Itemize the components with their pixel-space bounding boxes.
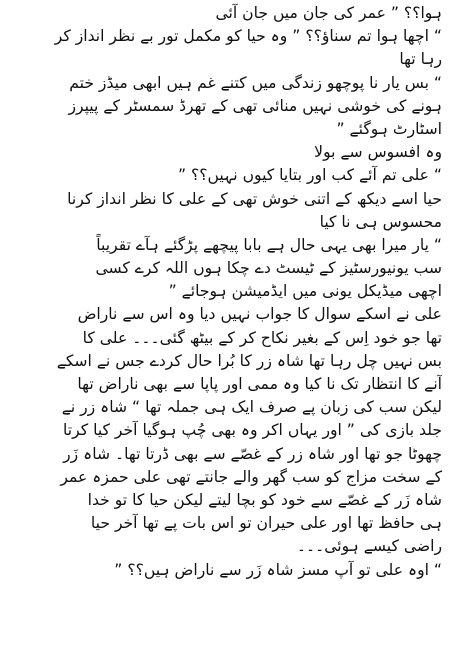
text-line: چھوٹا جو تھا اور شاہ زر کے غصّے سے بھی ڈرتا تھا۔ شاہ زَر <box>63 444 442 463</box>
text-line: ہوا؟؟ ” عمر کی جان میں جان آئی <box>215 4 442 22</box>
text-line: اچھی میڈیکل یونی میں ایڈمیشن ہوجائے ” <box>168 282 442 301</box>
text-line: راضی کیسے ہوئی۔۔۔ <box>296 537 442 556</box>
text-line: کے سخت مزاج کو سب گھر والے جانتے تھی علی حمزہ عمر <box>60 467 442 486</box>
text-line: شاہ زَر کے غصّے سے خود کو بچا لیتے لیکن حیا کا تو خدا <box>87 490 442 509</box>
text-line: رہا تھا <box>399 50 442 69</box>
text-line: حیا اسے دیکھ کے اتنی خوش تھی کے علی کا نظر انداز کرنا <box>67 189 442 208</box>
text-line: بس نہیں چل رہا تھا شاہ زر کا بُرا حال کردے جس نے اسکے <box>56 351 442 370</box>
text-line: وہ افسوس سے بولا <box>314 143 442 162</box>
text-line: “ یار میرا بھی یہی حال ہے بابا پیچھے پڑگئے ہآے تقریباً <box>96 235 442 254</box>
text-line: علی نے اسکے سوال کا جواب نہیں دیا وہ اس سے ناراض <box>77 305 442 324</box>
text-line: “ اچھا ہوا تم سناؤ؟؟ ” وہ حیا کو مکمل تور بے نظر انداز کر <box>54 27 442 46</box>
text-line: “ بس یار نا پوچھو زندگی میں کتنے غم ہیں ابھی میڈز ختم <box>69 73 442 92</box>
text-line: ہی حافظ تھا اور علی حیران تو اس بات پے تھا آخر حیا <box>90 514 442 533</box>
text-line: جلد بازی کی ” اور یہاں اکر وہ بھی چُپ ہوگیا آخر کیا کرتا <box>63 421 442 440</box>
text-line: اسٹارٹ ہوگئے ” <box>336 119 442 138</box>
text-line: تھا جو خود اِس کے بغیر نکاح کر کے بیٹھ گئی۔۔۔ علی کا <box>82 328 442 347</box>
text-line: سب یونیورسٹیز کے ٹیسٹ دے چکا ہوں اللہ کرے کسی <box>95 259 442 278</box>
text-line: “ اوہ علی تو آپ مسز شاہ زَر سے ناراض ہیں؟؟ ” <box>114 560 442 579</box>
text-line: ہونے کی خوشی نہیں منائی تھی کے تھرڈ سمسٹر کے پیپرز <box>68 96 442 115</box>
text-line: آنے کا انتظار تک نا کیا وہ ممی اور پاپا سے بھی ناراض تھا <box>77 375 442 393</box>
text-line: “ علی تم آئے کب اور بتایا کیوں نہیں؟؟ ” <box>177 166 442 185</box>
text-line: محسوس ہی نا کیا <box>319 212 442 231</box>
text-line: لیکن سب کی زبان پے صرف ایک ہی جملہ تھا “ شاہ زر نے <box>61 398 442 417</box>
